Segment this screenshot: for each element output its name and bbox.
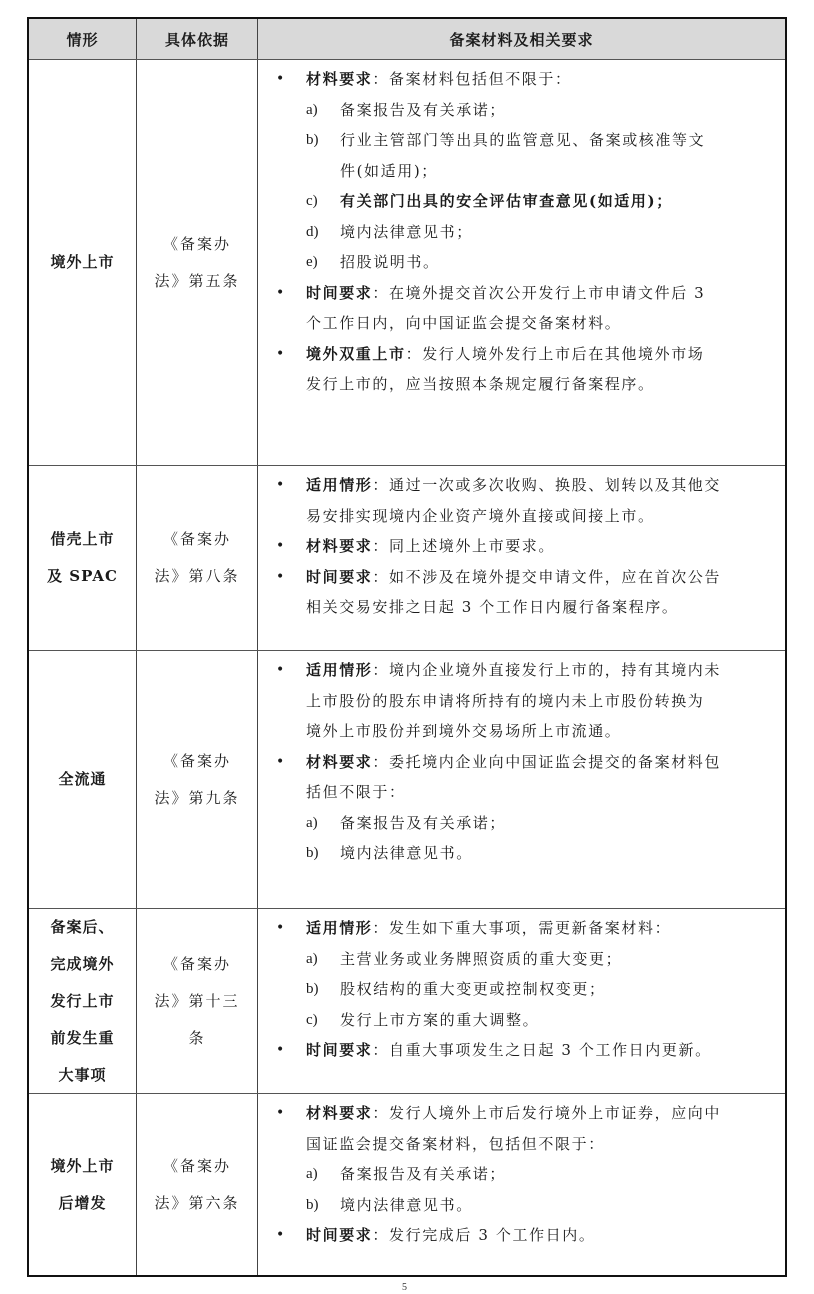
bullet-item	[268, 562, 775, 593]
bold-term: 材料要求	[306, 537, 373, 555]
bullet-item	[268, 1035, 775, 1066]
item-text: ：自重大事项发生之日起 3 个工作日内更新。	[372, 1041, 712, 1059]
sub-item	[268, 1159, 775, 1190]
basis-line: 法》第八条	[154, 567, 240, 585]
sub-item	[268, 1190, 775, 1221]
bold-term: 适用情形	[306, 661, 373, 679]
situation-cell	[29, 651, 137, 908]
item-text: 备案报告及有关承诺；	[340, 100, 507, 119]
item-text: 发行上市方案的重大调整。	[340, 1010, 540, 1029]
bullet-item	[268, 655, 775, 686]
basis-line: 《备案办	[162, 234, 231, 253]
bold-term: 材料要求	[306, 70, 373, 88]
item-text: 发行上市的，应当按照本条规定履行备案程序。	[306, 375, 655, 393]
bold-term: 适用情形	[306, 476, 373, 494]
bold-term: 时间要求	[306, 283, 373, 302]
bullet-continuation	[268, 777, 775, 808]
header-label: 具体依据	[164, 30, 229, 49]
item-text: 境内法律意见书。	[340, 1195, 473, 1214]
bullet-continuation	[268, 592, 775, 623]
bullet-item	[268, 339, 775, 370]
bullet-item	[268, 470, 775, 501]
item-text: ：通过一次或多次收购、换股、划转以及其他交	[372, 476, 722, 494]
sub-item-label: c)	[306, 1011, 318, 1028]
bold-term: 时间要求	[306, 1041, 373, 1059]
basis-line: 法》第十三	[154, 991, 240, 1010]
basis-line: 《备案办	[162, 1156, 231, 1175]
situation-line: 发行上市	[50, 991, 115, 1010]
bullet-continuation	[268, 369, 775, 400]
requirements-cell	[258, 60, 785, 465]
sub-item-label: a)	[306, 101, 318, 118]
basis-cell	[137, 909, 258, 1093]
sub-item	[268, 217, 775, 248]
requirements-cell	[258, 909, 785, 1093]
item-text: 件(如适用)；	[340, 161, 438, 180]
item-text: 备案报告及有关承诺；	[340, 1165, 507, 1183]
basis-line: 法》第六条	[154, 1193, 240, 1212]
item-text: ：同上述境外上市要求。	[372, 537, 556, 555]
sub-item-label: b)	[306, 845, 319, 861]
sub-item-label: c)	[306, 193, 318, 209]
item-text: 国证监会提交备案材料，包括但不限于：	[306, 1134, 605, 1153]
sub-item	[268, 974, 775, 1005]
bullet-item	[268, 1098, 775, 1129]
sub-item	[268, 808, 775, 839]
item-text: 上市股份的股东申请将所持有的境内未上市股份转换为	[306, 691, 705, 710]
sub-item	[268, 125, 775, 156]
item-text: ：发生如下重大事项，需更新备案材料：	[372, 919, 672, 937]
table-row	[29, 650, 785, 908]
bullet-item	[268, 64, 775, 95]
situation-line: 备案后、	[50, 917, 115, 936]
item-text: ：发行完成后 3 个工作日内。	[372, 1226, 596, 1244]
bold-term: 适用情形	[306, 919, 373, 937]
item-text: 股权结构的重大变更或控制权变更；	[340, 980, 606, 998]
basis-cell	[137, 651, 258, 908]
item-text: 主营业务或业务牌照资质的重大变更；	[340, 949, 623, 968]
situation-line: 全流通	[58, 770, 107, 788]
sub-item	[268, 838, 775, 869]
sub-item-label: b)	[306, 1196, 319, 1213]
basis-line: 《备案办	[162, 751, 231, 770]
table-row	[29, 59, 785, 465]
item-text: 境内法律意见书；	[340, 222, 473, 241]
table-row	[29, 465, 785, 650]
bold-term: 时间要求	[306, 1226, 373, 1244]
page-number: 5	[402, 1282, 407, 1293]
basis-line: 条	[188, 1028, 206, 1047]
sub-item	[268, 944, 775, 975]
situation-line: 大事项	[58, 1065, 107, 1084]
bold-term: 境外双重上市	[306, 344, 406, 363]
bullet-continuation	[268, 716, 775, 747]
table-row	[29, 908, 785, 1093]
basis-line: 法》第九条	[154, 788, 240, 807]
item-text: ：发行人境外发行上市后在其他境外市场	[405, 344, 705, 363]
basis-line: 《备案办	[162, 954, 231, 973]
item-text: 易安排实现境内企业资产境外直接或间接上市。	[306, 506, 655, 525]
basis-line: 《备案办	[162, 530, 231, 548]
situation-line: 境外上市	[50, 253, 115, 271]
header-cell-requirements	[258, 19, 785, 59]
item-text: ：委托境内企业向中国证监会提交的备案材料包	[372, 752, 722, 771]
basis-cell	[137, 1094, 258, 1275]
situation-cell	[29, 466, 137, 650]
header-cell-situation	[29, 19, 137, 59]
table-row	[29, 1093, 785, 1275]
basis-cell	[137, 60, 258, 465]
bullet-item	[268, 747, 775, 778]
item-text: 个工作日内，向中国证监会提交备案材料。	[306, 314, 622, 332]
bold-term: 有关部门出具的安全评估审查意见(如适用)；	[340, 192, 673, 210]
bullet-continuation	[268, 1129, 775, 1160]
bullet-continuation	[268, 308, 775, 339]
item-text: ：如不涉及在境外提交申请文件，应在首次公告	[372, 567, 722, 586]
sub-item-label: b)	[306, 981, 319, 997]
sub-item-label: e)	[306, 254, 318, 270]
requirements-cell	[258, 466, 785, 650]
bullet-item	[268, 913, 775, 944]
header-label: 情形	[66, 30, 99, 49]
situation-cell	[29, 909, 137, 1093]
item-text: ：境内企业境外直接发行上市的，持有其境内未	[372, 661, 722, 679]
sub-item-label: d)	[306, 223, 319, 240]
item-text: 境内法律意见书。	[340, 844, 473, 862]
situation-line: 境外上市	[50, 1156, 115, 1175]
item-text: ：在境外提交首次公开发行上市申请文件后 3	[372, 283, 706, 302]
sub-item-label: a)	[306, 814, 318, 831]
item-text: 括但不限于：	[306, 783, 406, 801]
situation-cell	[29, 1094, 137, 1275]
item-text: 招股说明书。	[340, 253, 440, 271]
bold-term: 时间要求	[306, 567, 373, 586]
bullet-continuation	[268, 501, 775, 532]
sub-item-label: b)	[306, 132, 319, 148]
header-cell-basis	[137, 19, 258, 59]
item-text: ：备案材料包括但不限于：	[372, 70, 572, 88]
sub-item-continuation	[268, 156, 775, 187]
requirements-cell	[258, 651, 785, 908]
requirements-cell	[258, 1094, 785, 1275]
basis-line: 法》第五条	[154, 271, 240, 290]
sub-item	[268, 186, 775, 217]
bullet-continuation	[268, 686, 775, 717]
filing-requirements-table	[27, 17, 787, 1277]
basis-cell	[137, 466, 258, 650]
item-text: 行业主管部门等出具的监管意见、备案或核准等文	[340, 131, 706, 149]
sub-item	[268, 1005, 775, 1036]
situation-line: 借壳上市	[50, 530, 115, 548]
situation-line: 前发生重	[50, 1028, 115, 1047]
bold-term: 材料要求	[306, 1104, 373, 1122]
sub-item	[268, 95, 775, 126]
item-text: 备案报告及有关承诺；	[340, 813, 507, 832]
sub-item-label: a)	[306, 950, 318, 967]
situation-line: 后增发	[58, 1193, 107, 1212]
sub-item-label: a)	[306, 1166, 318, 1182]
situation-line: 及 SPAC	[47, 567, 118, 585]
table-header-row	[29, 19, 785, 59]
header-label: 备案材料及相关要求	[449, 30, 594, 49]
item-text: 境外上市股份并到境外交易场所上市流通。	[306, 722, 622, 740]
bullet-item	[268, 1220, 775, 1251]
item-text: 相关交易安排之日起 3 个工作日内履行备案程序。	[306, 598, 679, 616]
bullet-item	[268, 278, 775, 309]
bold-term: 材料要求	[306, 752, 373, 771]
situation-line: 完成境外	[50, 954, 115, 973]
item-text: ：发行人境外上市后发行境外上市证券，应向中	[372, 1104, 722, 1122]
situation-cell	[29, 60, 137, 465]
bullet-item	[268, 531, 775, 562]
sub-item	[268, 247, 775, 278]
